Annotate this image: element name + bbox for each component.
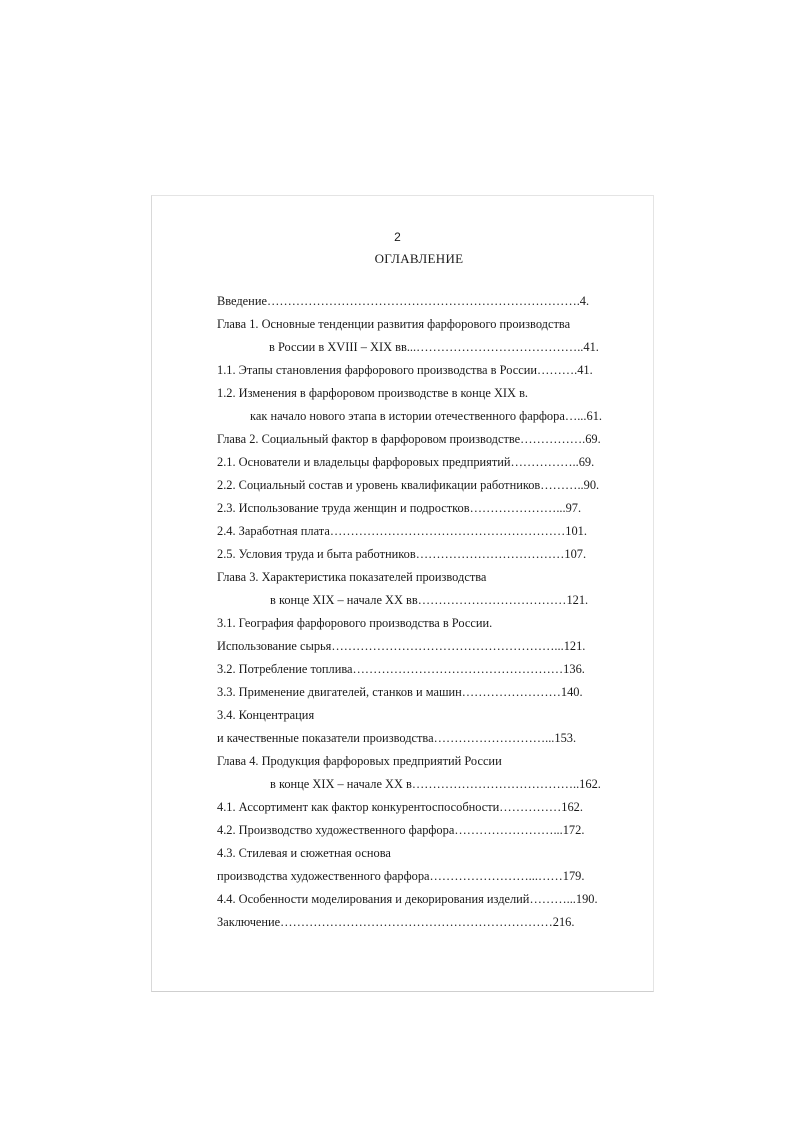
toc-entry-2-5: 2.5. Условия труда и быта работников………………………………107. xyxy=(217,547,587,561)
toc-entry-chapter-3-cont: в конце XIX – начале XX вв………………………………121. xyxy=(270,593,589,607)
toc-entry-introduction: Введение………………………………………………………………….4. xyxy=(217,294,590,308)
toc-entry-1-2-cont: как начало нового этапа в истории отечественного фарфора…...61. xyxy=(250,409,602,423)
toc-entry-3-1-cont: Использование сырья………………………………………………...121. xyxy=(217,639,586,653)
toc-entry-chapter-3: Глава 3. Характеристика показателей производства xyxy=(217,570,487,584)
toc-entry-2-3: 2.3. Использование труда женщин и подростков…………………...97. xyxy=(217,501,582,515)
toc-entry-4-2: 4.2. Производство художественного фарфора……………………...172. xyxy=(217,823,585,837)
toc-entry-4-3-cont: производства художественного фарфора……………………...……179. xyxy=(217,869,585,883)
toc-entry-3-2: 3.2. Потребление топлива……………………………………………136. xyxy=(217,662,585,676)
toc-entry-chapter-4-cont: в конце XIX – начале XX в…………………………………..162. xyxy=(270,777,601,791)
toc-entry-2-4: 2.4. Заработная плата…………………………………………………101. xyxy=(217,524,587,538)
toc-entry-2-2: 2.2. Социальный состав и уровень квалификации работников………..90. xyxy=(217,478,600,492)
toc-entry-1-2: 1.2. Изменения в фарфоровом производстве в конце XIX в. xyxy=(217,386,529,400)
toc-entry-3-3: 3.3. Применение двигателей, станков и машин……………………140. xyxy=(217,685,583,699)
toc-entry-chapter-1-cont: в России в XVIII – XIX вв...…………………………………..41. xyxy=(269,340,599,354)
toc-entry-4-4: 4.4. Особенности моделирования и декорирования изделий………...190. xyxy=(217,892,598,906)
toc-entry-3-1: 3.1. География фарфорового производства в России. xyxy=(217,616,493,630)
toc-entry-3-4: 3.4. Концентрация xyxy=(217,708,315,722)
toc-entry-chapter-2: Глава 2. Социальный фактор в фарфоровом производстве…………….69. xyxy=(217,432,601,446)
page-title: ОГЛАВЛЕНИЕ xyxy=(374,251,464,266)
toc-entry-chapter-4: Глава 4. Продукция фарфоровых предприятий России xyxy=(217,754,502,768)
toc-entry-chapter-1: Глава 1. Основные тенденции развития фарфорового производства xyxy=(217,317,571,331)
toc-entry-1-1: 1.1. Этапы становления фарфорового производства в России……….41. xyxy=(217,363,593,377)
toc-entry-2-1: 2.1. Основатели и владельцы фарфоровых предприятий……………..69. xyxy=(217,455,595,469)
toc-entry-4-3: 4.3. Стилевая и сюжетная основа xyxy=(217,846,391,860)
page-number: 2 xyxy=(394,230,401,244)
toc-entry-conclusion: Заключение…………………………………………………………216. xyxy=(217,915,575,929)
toc-entry-3-4-cont: и качественные показатели производства………………………...153. xyxy=(217,731,577,745)
toc-entry-4-1: 4.1. Ассортимент как фактор конкурентоспособности……………162. xyxy=(217,800,583,814)
